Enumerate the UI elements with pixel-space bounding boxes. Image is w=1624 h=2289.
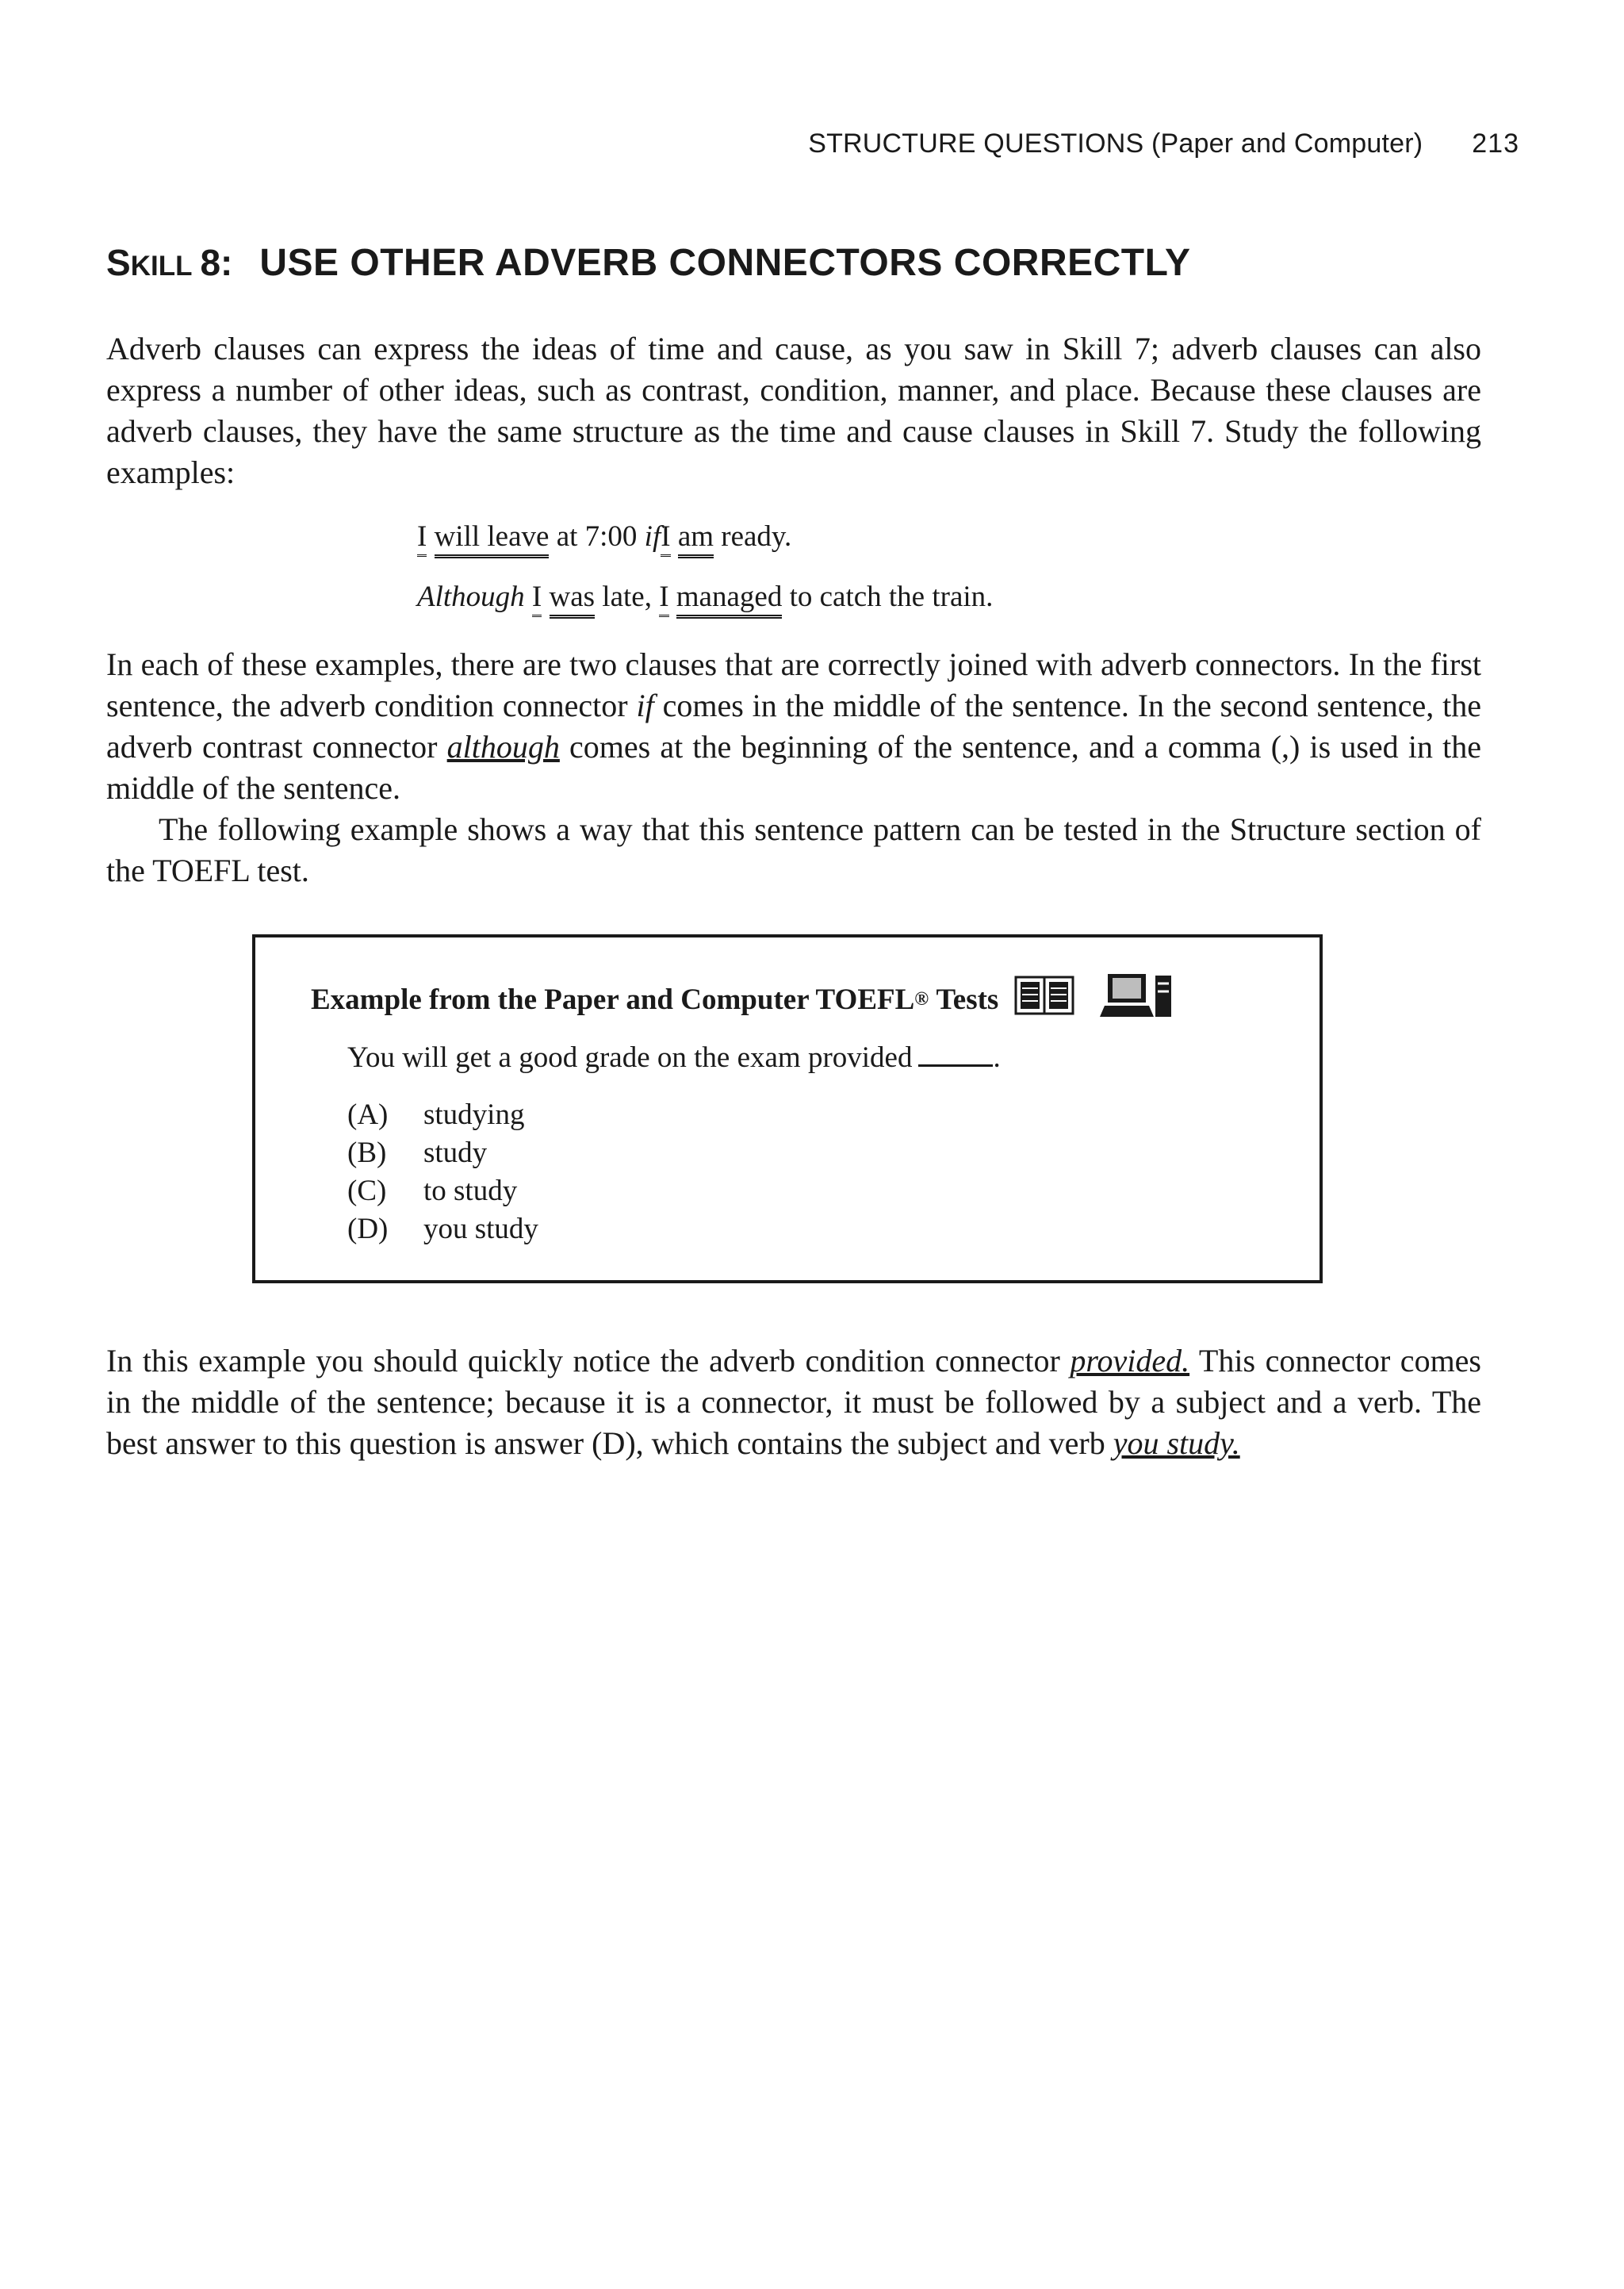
answer-options bbox=[347, 1096, 538, 1248]
subject-2: I bbox=[661, 520, 670, 557]
option-b: (B) study bbox=[347, 1137, 488, 1169]
verb-2: am bbox=[678, 520, 714, 558]
example-box bbox=[252, 934, 1323, 1283]
example-sentence-1: I will leave at 7:00 ifI am ready. bbox=[417, 517, 993, 577]
answer-blank bbox=[918, 1064, 993, 1067]
skill-number: 8: bbox=[200, 242, 233, 283]
option-a: (A) studying bbox=[347, 1098, 525, 1131]
option-c: (C) to study bbox=[347, 1175, 518, 1207]
verb-1: will leave bbox=[435, 520, 550, 558]
computer-icon bbox=[1097, 972, 1173, 1026]
verb-2: managed bbox=[676, 581, 783, 619]
skill-label: SKILL bbox=[106, 242, 193, 283]
explanation bbox=[106, 644, 1481, 891]
connector: if bbox=[644, 520, 661, 553]
subject-1: I bbox=[532, 581, 542, 617]
explanation-paragraph: In each of these examples, there are two clauses that are correctly joined with adverb connectors. In the first sentence, the adverb condition connector if comes in the middle of the sentence. In the second sentence, the adverb contrast connector although comes at the beginning of the sentence, and a comma (,) is used in the middle of the sentence. bbox=[106, 646, 1481, 806]
intro-paragraph: Adverb clauses can express the ideas of time and cause, as you saw in Skill 7; adverb clauses can also express a number of other ideas, such as contrast, condition, manner, and place. Because these clauses are adverb clauses, they have the same structure as the time and cause clauses in Skill 7. Study the following examples: bbox=[106, 331, 1481, 490]
running-header bbox=[808, 128, 1519, 159]
subject-1: I bbox=[417, 520, 427, 557]
book-icon bbox=[1014, 976, 1074, 1023]
lead-in-paragraph: The following example shows a way that this sentence pattern can be tested in the Structure section of the TOEFL test. bbox=[106, 811, 1481, 888]
conclusion-paragraph: In this example you should quickly notice the adverb condition connector provided. This connector comes in the middle of the sentence; because it is a connector, it must be followed by a subject and a verb. The best answer to this question is answer (D), which contains the subject and verb you study. bbox=[106, 1343, 1481, 1461]
connector: Although bbox=[417, 581, 525, 613]
question-stem: You will get a good grade on the exam provided . bbox=[347, 1041, 1001, 1074]
page-number: 213 bbox=[1472, 128, 1519, 159]
subject-2: I bbox=[659, 581, 668, 617]
option-d: (D) you study bbox=[347, 1213, 538, 1245]
verb-1: was bbox=[550, 581, 596, 619]
running-title: STRUCTURE QUESTIONS (Paper and Computer) bbox=[808, 128, 1423, 159]
box-title: Example from the Paper and Computer TOEFL ® Tests bbox=[311, 972, 1173, 1026]
example-sentence-2: Although I was late, I managed to catch the train. bbox=[417, 577, 993, 638]
skill-title: USE OTHER ADVERB CONNECTORS CORRECTLY bbox=[259, 242, 1191, 284]
example-sentences bbox=[417, 517, 993, 638]
skill-heading bbox=[106, 241, 1191, 285]
